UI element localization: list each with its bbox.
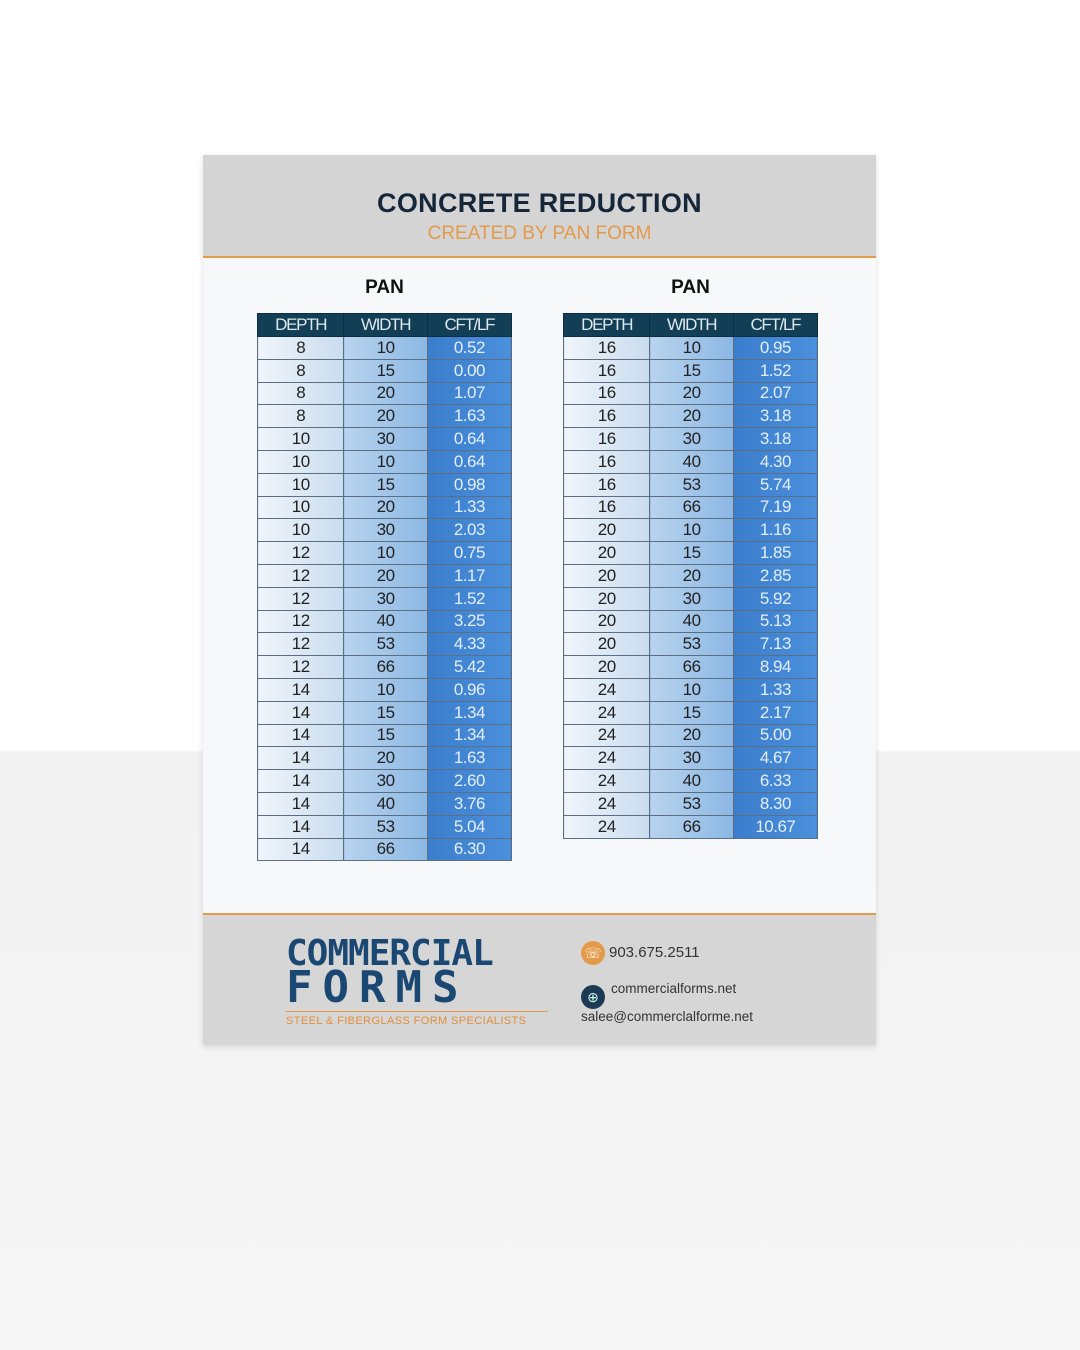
table-cell: 2.03 — [427, 519, 511, 542]
table-cell: 1.33 — [733, 678, 817, 701]
table-cell: 2.07 — [733, 382, 817, 405]
table-cell: 5.13 — [733, 610, 817, 633]
column-header: CFT/LF — [427, 314, 511, 337]
table-cell: 40 — [650, 770, 733, 793]
table-cell: 5.00 — [733, 724, 817, 747]
table-cell: 12 — [258, 542, 344, 565]
table-row — [258, 519, 512, 542]
table-cell: 20 — [344, 496, 427, 519]
table-cell: 20 — [564, 519, 650, 542]
table-cell: 15 — [344, 359, 427, 382]
table-cell: 30 — [650, 428, 733, 451]
table-cell: 53 — [650, 792, 733, 815]
table-cell: 8.30 — [733, 792, 817, 815]
table-cell: 8 — [258, 337, 344, 360]
table-cell: 10 — [344, 678, 427, 701]
table-row — [564, 747, 818, 770]
column-header: WIDTH — [650, 314, 733, 337]
table-row — [564, 519, 818, 542]
table-cell: 20 — [650, 564, 733, 587]
table-row — [564, 382, 818, 405]
table-row — [258, 724, 512, 747]
table-cell: 14 — [258, 770, 344, 793]
table-cell: 3.25 — [427, 610, 511, 633]
table-cell: 7.13 — [733, 633, 817, 656]
table-cell: 1.17 — [427, 564, 511, 587]
table-cell: 10 — [650, 519, 733, 542]
table-cell: 15 — [650, 542, 733, 565]
table-row — [564, 496, 818, 519]
table-cell: 40 — [344, 610, 427, 633]
table-caption: PAN — [365, 277, 404, 298]
column-header: CFT/LF — [733, 314, 817, 337]
table-row — [258, 382, 512, 405]
table-cell: 12 — [258, 610, 344, 633]
table-row — [564, 542, 818, 565]
table-row — [258, 450, 512, 473]
table-cell: 4.67 — [733, 747, 817, 770]
table-row — [258, 678, 512, 701]
table-cell: 4.30 — [733, 450, 817, 473]
table-cell: 30 — [344, 587, 427, 610]
sheet-subtitle: CREATED BY PAN FORM — [427, 223, 652, 244]
table-cell: 0.98 — [427, 473, 511, 496]
table-cell: 12 — [258, 656, 344, 679]
table-row — [564, 724, 818, 747]
table-cell: 16 — [564, 496, 650, 519]
table-row — [258, 496, 512, 519]
reduction-table — [563, 313, 818, 839]
table-cell: 1.63 — [427, 405, 511, 428]
table-cell: 0.96 — [427, 678, 511, 701]
table-cell: 12 — [258, 633, 344, 656]
table-row — [258, 656, 512, 679]
pan-table-right — [563, 277, 818, 839]
table-cell: 14 — [258, 792, 344, 815]
logo-line1: COMMERCIAL — [286, 933, 493, 974]
table-cell: 24 — [564, 792, 650, 815]
web-contact — [581, 981, 753, 1025]
table-row — [564, 678, 818, 701]
table-cell: 20 — [564, 587, 650, 610]
table-row — [564, 337, 818, 360]
phone-number: 903.675.2511 — [609, 943, 700, 961]
table-row — [258, 337, 512, 360]
table-cell: 4.33 — [427, 633, 511, 656]
table-cell: 0.75 — [427, 542, 511, 565]
table-row — [258, 473, 512, 496]
table-cell: 10 — [650, 678, 733, 701]
table-cell: 8.94 — [733, 656, 817, 679]
table-cell: 20 — [344, 405, 427, 428]
table-row — [564, 815, 818, 838]
table-cell: 0.95 — [733, 337, 817, 360]
table-cell: 15 — [344, 701, 427, 724]
table-cell: 1.16 — [733, 519, 817, 542]
table-cell: 24 — [564, 747, 650, 770]
table-cell: 20 — [650, 724, 733, 747]
table-cell: 14 — [258, 678, 344, 701]
table-cell: 20 — [564, 564, 650, 587]
table-row — [564, 633, 818, 656]
table-cell: 40 — [650, 610, 733, 633]
logo-line2: FORMS — [286, 962, 469, 1013]
table-row — [564, 587, 818, 610]
table-cell: 7.19 — [733, 496, 817, 519]
table-cell: 1.52 — [427, 587, 511, 610]
table-cell: 30 — [650, 587, 733, 610]
table-cell: 5.92 — [733, 587, 817, 610]
table-cell: 1.07 — [427, 382, 511, 405]
table-cell: 12 — [258, 587, 344, 610]
table-cell: 10 — [344, 337, 427, 360]
table-row — [258, 610, 512, 633]
email-link[interactable]: salee@commerclalforme.net — [581, 1009, 754, 1024]
table-cell: 24 — [564, 724, 650, 747]
table-cell: 2.60 — [427, 770, 511, 793]
phone-contact — [581, 941, 700, 965]
table-cell: 15 — [344, 473, 427, 496]
table-row — [564, 405, 818, 428]
table-row — [258, 405, 512, 428]
table-cell: 5.74 — [733, 473, 817, 496]
table-cell: 10 — [258, 496, 344, 519]
table-cell: 15 — [650, 359, 733, 382]
table-row — [564, 428, 818, 451]
table-cell: 20 — [564, 656, 650, 679]
company-logo — [286, 933, 548, 1027]
table-cell: 16 — [564, 450, 650, 473]
table-row — [258, 359, 512, 382]
card-reflection — [203, 1045, 876, 1350]
table-cell: 5.04 — [427, 815, 511, 838]
table-cell: 16 — [564, 405, 650, 428]
table-cell: 3.18 — [733, 428, 817, 451]
table-row — [564, 359, 818, 382]
table-cell: 53 — [344, 815, 427, 838]
table-cell: 0.52 — [427, 337, 511, 360]
column-header: DEPTH — [564, 314, 650, 337]
table-cell: 20 — [564, 610, 650, 633]
table-cell: 1.33 — [427, 496, 511, 519]
table-cell: 0.00 — [427, 359, 511, 382]
table-cell: 16 — [564, 428, 650, 451]
table-cell: 20 — [564, 633, 650, 656]
table-row — [258, 633, 512, 656]
table-cell: 5.42 — [427, 656, 511, 679]
table-cell: 10.67 — [733, 815, 817, 838]
table-cell: 40 — [344, 792, 427, 815]
logo-tagline: STEEL & FIBERGLASS FORM SPECIALISTS — [286, 1011, 548, 1027]
table-cell: 16 — [564, 382, 650, 405]
table-cell: 24 — [564, 701, 650, 724]
table-row — [564, 656, 818, 679]
table-row — [258, 747, 512, 770]
table-cell: 16 — [564, 337, 650, 360]
table-cell: 6.30 — [427, 838, 511, 861]
table-cell: 10 — [344, 450, 427, 473]
table-row — [564, 792, 818, 815]
table-cell: 10 — [258, 428, 344, 451]
sheet-footer — [203, 913, 876, 1045]
table-row — [564, 564, 818, 587]
table-cell: 40 — [650, 450, 733, 473]
table-cell: 30 — [344, 770, 427, 793]
sheet-header — [203, 155, 876, 258]
table-row — [258, 428, 512, 451]
table-cell: 1.52 — [733, 359, 817, 382]
table-cell: 20 — [344, 747, 427, 770]
table-cell: 24 — [564, 770, 650, 793]
table-cell: 6.33 — [733, 770, 817, 793]
table-row — [258, 587, 512, 610]
column-header: DEPTH — [258, 314, 344, 337]
table-cell: 14 — [258, 838, 344, 861]
table-cell: 20 — [564, 542, 650, 565]
table-cell: 66 — [650, 496, 733, 519]
table-row — [258, 542, 512, 565]
table-header-row — [564, 314, 818, 337]
table-cell: 30 — [344, 428, 427, 451]
table-cell: 1.34 — [427, 724, 511, 747]
table-cell: 14 — [258, 701, 344, 724]
phone-icon: ☏ — [581, 941, 605, 965]
table-caption: PAN — [671, 277, 710, 298]
table-cell: 20 — [650, 405, 733, 428]
table-cell: 10 — [258, 450, 344, 473]
table-cell: 8 — [258, 405, 344, 428]
table-row — [564, 770, 818, 793]
table-row — [564, 450, 818, 473]
table-cell: 20 — [344, 382, 427, 405]
table-cell: 66 — [344, 838, 427, 861]
table-cell: 1.63 — [427, 747, 511, 770]
table-row — [258, 770, 512, 793]
table-row — [258, 564, 512, 587]
table-cell: 1.34 — [427, 701, 511, 724]
table-cell: 0.64 — [427, 450, 511, 473]
table-cell: 66 — [344, 656, 427, 679]
table-row — [258, 838, 512, 861]
table-cell: 1.85 — [733, 542, 817, 565]
table-cell: 3.76 — [427, 792, 511, 815]
table-cell: 20 — [650, 382, 733, 405]
globe-icon: ⊕ — [581, 985, 605, 1009]
table-cell: 8 — [258, 359, 344, 382]
table-header-row — [258, 314, 512, 337]
table-cell: 24 — [564, 815, 650, 838]
table-row — [564, 473, 818, 496]
reduction-table — [257, 313, 512, 861]
table-cell: 53 — [650, 633, 733, 656]
table-cell: 53 — [650, 473, 733, 496]
table-cell: 10 — [258, 473, 344, 496]
table-cell: 16 — [564, 359, 650, 382]
table-row — [564, 610, 818, 633]
pan-table-left — [257, 277, 512, 861]
table-cell: 15 — [344, 724, 427, 747]
table-row — [258, 701, 512, 724]
table-cell: 2.17 — [733, 701, 817, 724]
table-cell: 12 — [258, 564, 344, 587]
column-header: WIDTH — [344, 314, 427, 337]
table-cell: 16 — [564, 473, 650, 496]
table-cell: 14 — [258, 815, 344, 838]
table-row — [258, 815, 512, 838]
table-cell: 30 — [344, 519, 427, 542]
table-row — [258, 792, 512, 815]
concrete-reduction-sheet — [203, 155, 876, 1045]
table-cell: 24 — [564, 678, 650, 701]
table-cell: 66 — [650, 815, 733, 838]
table-cell: 14 — [258, 724, 344, 747]
table-cell: 10 — [344, 542, 427, 565]
table-cell: 3.18 — [733, 405, 817, 428]
table-cell: 15 — [650, 701, 733, 724]
sheet-title: CONCRETE REDUCTION — [377, 188, 702, 218]
table-cell: 20 — [344, 564, 427, 587]
table-row — [564, 701, 818, 724]
table-cell: 0.64 — [427, 428, 511, 451]
table-cell: 10 — [258, 519, 344, 542]
table-cell: 30 — [650, 747, 733, 770]
website-link[interactable]: commercialforms.net — [611, 981, 737, 996]
table-cell: 14 — [258, 747, 344, 770]
table-cell: 10 — [650, 337, 733, 360]
table-cell: 8 — [258, 382, 344, 405]
table-cell: 2.85 — [733, 564, 817, 587]
table-cell: 53 — [344, 633, 427, 656]
table-cell: 66 — [650, 656, 733, 679]
